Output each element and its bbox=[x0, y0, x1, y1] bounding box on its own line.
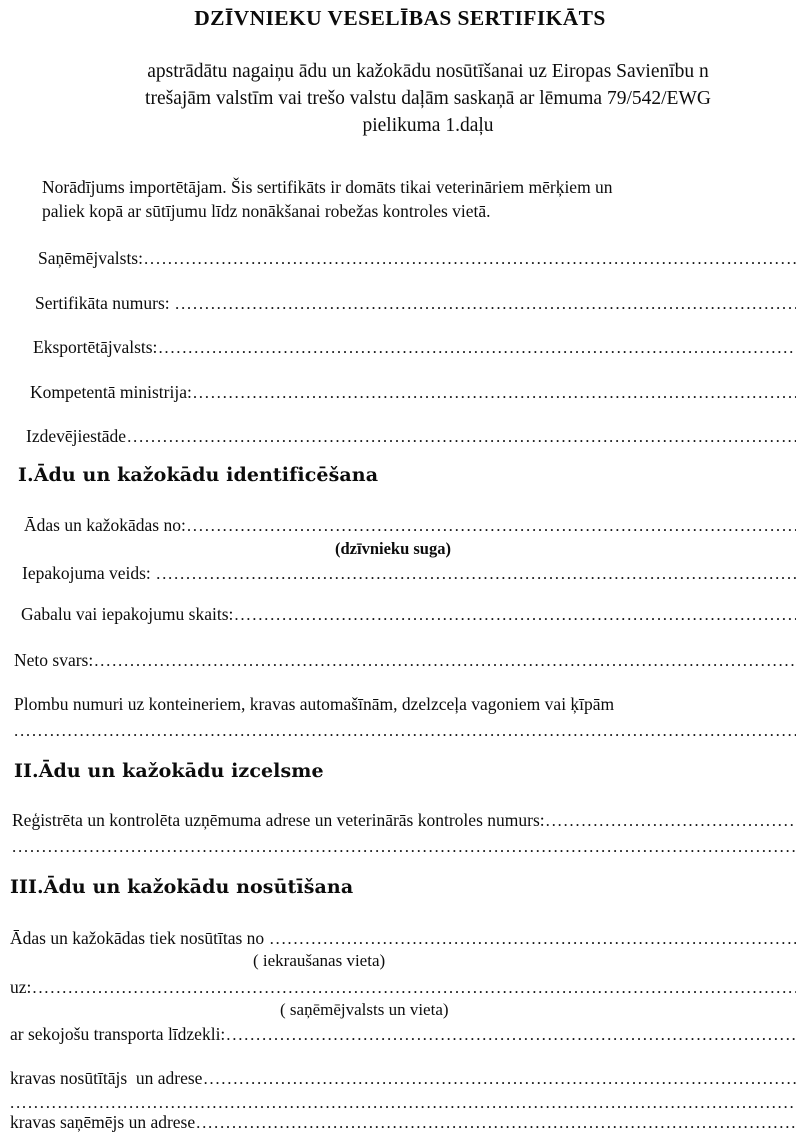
dotted-fill[interactable] bbox=[127, 428, 796, 445]
field-issuing-authority[interactable] bbox=[26, 426, 796, 447]
field-exporting-country[interactable] bbox=[33, 337, 796, 358]
intro-line-3: pielikuma 1.daļu bbox=[362, 115, 494, 136]
field-destination[interactable] bbox=[10, 977, 796, 998]
field-label: Eksportētājvalsts: bbox=[33, 337, 158, 357]
dotted-fill[interactable] bbox=[187, 517, 796, 534]
field-hides-and-skins-from[interactable] bbox=[24, 515, 796, 536]
intro-paragraph bbox=[18, 58, 800, 139]
dotted-fill[interactable] bbox=[193, 384, 796, 401]
field-label: Kompetentā ministrija: bbox=[30, 382, 192, 402]
dotted-fill-seal-numbers[interactable] bbox=[14, 722, 796, 739]
field-consignee-country[interactable] bbox=[38, 248, 796, 269]
intro-line-1: apstrādātu nagaiņu ādu un kažokādu nosūtīšanai uz Eiropas Savienību n bbox=[147, 61, 709, 82]
field-label: Reģistrēta un kontrolēta uzņēmuma adrese un veterinārās kontroles numurs: bbox=[12, 810, 545, 830]
caption-animal-species: (dzīvnieku suga) bbox=[335, 539, 451, 558]
field-label: Ādas un kažokādas no: bbox=[24, 515, 186, 535]
field-consignee[interactable] bbox=[10, 1112, 796, 1133]
field-net-weight[interactable] bbox=[14, 650, 796, 671]
page-title: DZĪVNIEKU VESELĪBAS SERTIFIKĀTS bbox=[194, 6, 606, 30]
dotted-fill[interactable] bbox=[270, 930, 796, 947]
dotted-fill[interactable] bbox=[226, 1026, 796, 1043]
importer-note-line-2: paliek kopā ar sūtījumu līdz nonākšanai robežas kontroles vietā. bbox=[42, 201, 491, 221]
dotted-fill-consignor-cont[interactable] bbox=[10, 1094, 796, 1111]
statement-seal-numbers: Plombu numuri uz konteineriem, kravas automašīnām, dzelzceļa vagoniem vai ķīpām bbox=[14, 694, 615, 714]
dotted-fill[interactable] bbox=[94, 652, 796, 669]
dotted-fill[interactable] bbox=[546, 812, 796, 829]
dotted-fill[interactable] bbox=[32, 979, 796, 996]
intro-line-2: trešajām valstīm vai trešo valstu daļām saskaņā ar lēmuma 79/542/EWG bbox=[145, 88, 711, 109]
section-heading-i: I.Ādu un kažokādu identificēšana bbox=[18, 464, 379, 486]
field-competent-ministry[interactable] bbox=[30, 382, 796, 403]
dotted-fill[interactable] bbox=[144, 250, 796, 267]
dotted-fill[interactable] bbox=[156, 565, 796, 582]
section-heading-iii: III.Ādu un kažokādu nosūtīšana bbox=[10, 876, 354, 898]
caption-destination-place: ( saņēmējvalsts un vieta) bbox=[280, 1000, 449, 1019]
importer-note-line-1: Norādījums importētājam. Šis sertifikāts ir domāts tikai veterināriem mērķiem un bbox=[42, 177, 613, 197]
dotted-fill[interactable] bbox=[158, 339, 796, 356]
dotted-fill[interactable] bbox=[175, 295, 796, 312]
dotted-fill[interactable] bbox=[203, 1070, 796, 1087]
dotted-fill[interactable] bbox=[196, 1114, 796, 1131]
field-means-of-transport[interactable] bbox=[10, 1024, 796, 1045]
field-consignor[interactable] bbox=[10, 1068, 796, 1089]
field-label: uz: bbox=[10, 977, 32, 997]
dotted-fill-registered-establishment-cont[interactable] bbox=[12, 838, 796, 855]
field-certificate-number[interactable] bbox=[35, 293, 796, 314]
section-heading-ii: II.Ādu un kažokādu izcelsme bbox=[14, 760, 324, 782]
field-label: Neto svars: bbox=[14, 650, 94, 670]
field-label: kravas saņēmējs un adrese bbox=[10, 1112, 196, 1132]
field-label: kravas nosūtītājs un adrese bbox=[10, 1068, 203, 1088]
field-number-of-pieces[interactable] bbox=[21, 604, 796, 625]
importer-note bbox=[42, 175, 762, 223]
field-registered-establishment[interactable] bbox=[12, 810, 796, 831]
field-label: Sertifikāta numurs: bbox=[35, 293, 175, 313]
field-shipment-origin[interactable] bbox=[10, 928, 796, 949]
field-label: Saņēmējvalsts: bbox=[38, 248, 143, 268]
field-label: Izdevējiestāde bbox=[26, 426, 127, 446]
field-label: Ādas un kažokādas tiek nosūtītas no bbox=[10, 928, 269, 948]
dotted-fill[interactable] bbox=[234, 606, 796, 623]
field-label: Iepakojuma veids: bbox=[22, 563, 156, 583]
field-label: ar sekojošu transporta līdzekli: bbox=[10, 1024, 226, 1044]
field-label: Gabalu vai iepakojumu skaits: bbox=[21, 604, 234, 624]
caption-loading-place: ( iekraušanas vieta) bbox=[253, 951, 386, 970]
field-packaging-type[interactable] bbox=[22, 563, 796, 584]
